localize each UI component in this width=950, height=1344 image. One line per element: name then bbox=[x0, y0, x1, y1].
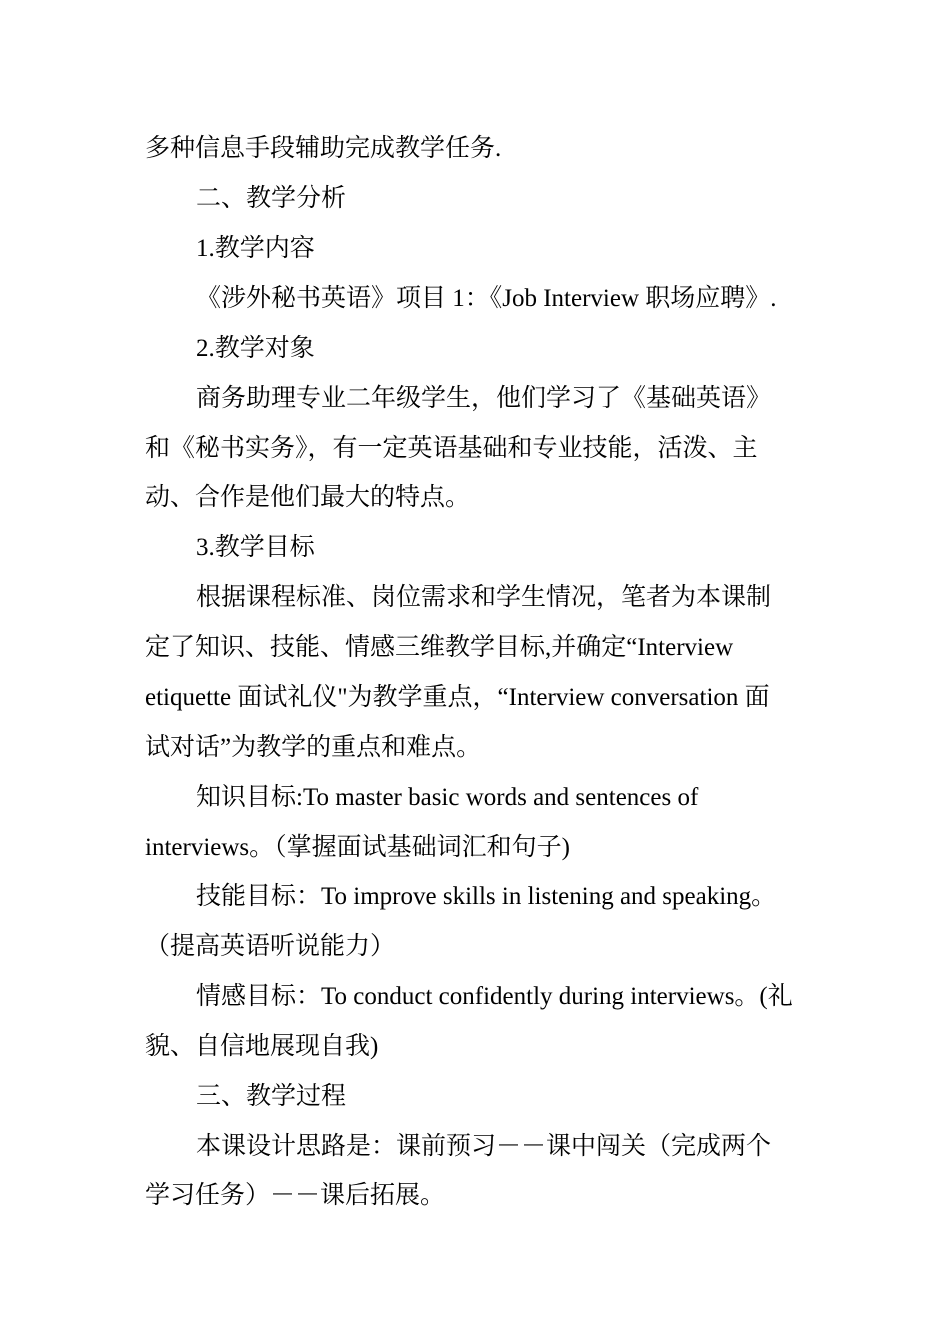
paragraph-line: interviews。（掌握面试基础词汇和句子) bbox=[145, 834, 570, 861]
paragraph-line: 商务助理专业二年级学生，他们学习了《基础英语》 bbox=[196, 385, 772, 412]
paragraph-line: 《涉外秘书英语》项目 1：《Job Interview 职场应聘》. bbox=[196, 285, 777, 312]
paragraph-line: 和《秘书实务》，有一定英语基础和专业技能，活泼、主 bbox=[145, 435, 758, 462]
subheading-teaching-content: 1.教学内容 bbox=[196, 235, 315, 262]
paragraph-line: 根据课程标准、岗位需求和学生情况，笔者为本课制 bbox=[196, 584, 772, 611]
section-heading-teaching-process: 三、教学过程 bbox=[196, 1083, 347, 1110]
subheading-teaching-target: 2.教学对象 bbox=[196, 335, 315, 362]
paragraph-line: 试对话”为教学的重点和难点。 bbox=[145, 734, 482, 761]
paragraph-line: 动、合作是他们最大的特点。 bbox=[145, 484, 471, 511]
paragraph-line: 学习任务）－－课后拓展。 bbox=[145, 1182, 446, 1209]
paragraph-line: 定了知识、技能、情感三维教学目标,并确定“Interview bbox=[145, 634, 734, 661]
paragraph-line: etiquette 面试礼仪"为教学重点，“Interview conversation 面 bbox=[145, 684, 770, 711]
paragraph-line: 本课设计思路是：课前预习－－课中闯关（完成两个 bbox=[196, 1133, 772, 1160]
paragraph-line: 技能目标：To improve skills in listening and speaking。 bbox=[196, 883, 777, 910]
paragraph-line: 情感目标：To conduct confidently during interviews。(礼 bbox=[196, 983, 793, 1010]
paragraph-line: 多种信息手段辅助完成教学任务. bbox=[145, 135, 502, 162]
paragraph-line: （提高英语听说能力） bbox=[145, 933, 396, 960]
subheading-teaching-goals: 3.教学目标 bbox=[196, 534, 315, 561]
paragraph-line: 知识目标:To master basic words and sentences of bbox=[196, 784, 699, 811]
section-heading-teaching-analysis: 二、教学分析 bbox=[196, 185, 347, 212]
paragraph-line: 貌、自信地展现自我) bbox=[145, 1033, 379, 1060]
